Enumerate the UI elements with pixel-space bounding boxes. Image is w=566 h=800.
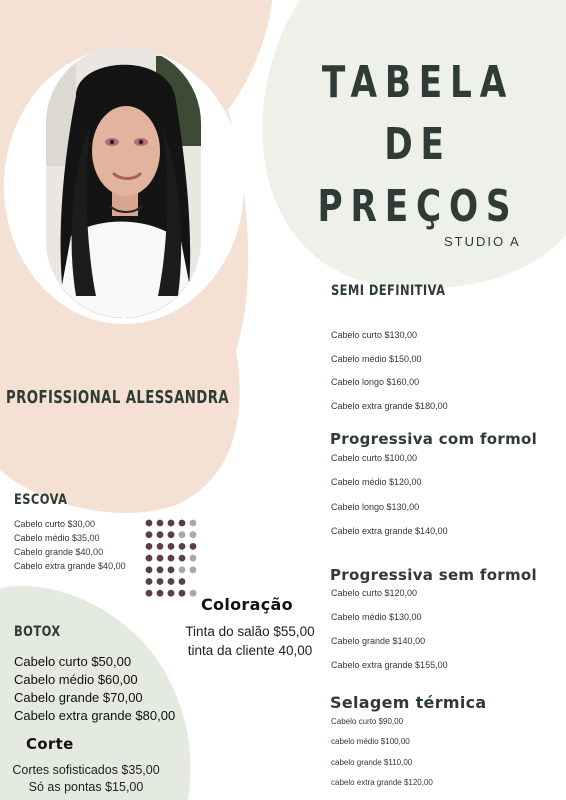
decorative-dot	[190, 590, 197, 597]
title-line-1: TABELA DE	[321, 57, 515, 170]
progressiva-com-formol-item: Cabelo médio $120,00	[331, 477, 422, 487]
coloracao-heading: Coloração	[201, 595, 293, 614]
decorative-dot	[190, 566, 197, 573]
semi-definitiva-item: Cabelo longo $160,00	[331, 377, 420, 387]
progressiva-sem-formol-item: Cabelo médio $130,00	[331, 612, 422, 622]
coloracao-item: Tinta do salão $55,00	[185, 624, 315, 639]
progressiva-sem-formol-item: Cabelo grande $140,00	[331, 636, 426, 646]
progressiva-com-formol-item: Cabelo extra grande $140,00	[331, 526, 448, 536]
decorative-dot	[179, 520, 186, 527]
decorative-dot	[168, 578, 175, 585]
decorative-dot	[146, 566, 153, 573]
decorative-dot	[179, 590, 186, 597]
coloracao-item: tinta da cliente 40,00	[187, 643, 313, 658]
selagem-termica-item: cabelo grande $110,00	[331, 758, 413, 767]
semi-definitiva-heading: SEMI DEFINITIVA	[331, 283, 446, 299]
botox-price-list	[14, 653, 175, 725]
decorative-dot	[190, 555, 197, 562]
botox-item: Cabelo curto $50,00	[14, 654, 132, 669]
decorative-dot	[146, 590, 153, 597]
decorative-dot	[157, 531, 164, 538]
decorative-dot	[157, 555, 164, 562]
title-line-2: PREÇOS	[317, 181, 519, 232]
corte-item: Cortes sofisticados $35,00	[12, 763, 160, 777]
selagem-termica-item: Cabelo curto $90,00	[331, 717, 404, 726]
corte-item: Só as pontas $15,00	[28, 780, 144, 794]
decorative-dot	[179, 566, 186, 573]
escova-item: Cabelo extra grande $40,00	[14, 561, 126, 571]
progressiva-com-formol-heading: Progressiva com formol	[330, 430, 538, 448]
decorative-dot	[146, 578, 153, 585]
decorative-dot	[168, 543, 175, 550]
decorative-dot	[157, 590, 164, 597]
decorative-dot	[179, 555, 186, 562]
progressiva-sem-formol-heading: Progressiva sem formol	[330, 566, 537, 584]
escova-item: Cabelo grande $40,00	[14, 547, 104, 557]
botox-item: Cabelo grande $70,00	[14, 690, 143, 705]
corte-heading: Corte	[26, 735, 74, 753]
coloracao-price-list	[172, 622, 328, 660]
decorative-dot	[179, 531, 186, 538]
decorative-dot	[157, 578, 164, 585]
escova-item: Cabelo médio $35,00	[14, 533, 100, 543]
decorative-dot	[168, 531, 175, 538]
selagem-termica-item: cabelo médio $100,00	[331, 737, 410, 746]
dots-decoration	[145, 519, 205, 603]
semi-definitiva-item: Cabelo extra grande $180,00	[331, 401, 448, 411]
studio-brand: STUDIO A	[444, 234, 521, 249]
decorative-dot	[190, 531, 197, 538]
decorative-dot	[157, 520, 164, 527]
selagem-termica-heading: Selagem térmica	[330, 693, 487, 712]
botox-item: Cabelo médio $60,00	[14, 672, 138, 687]
decorative-dot	[168, 520, 175, 527]
semi-definitiva-item: Cabelo médio $150,00	[331, 354, 422, 364]
botox-item: Cabelo extra grande $80,00	[14, 708, 176, 723]
portrait-illustration	[46, 46, 201, 318]
decorative-dot	[146, 555, 153, 562]
selagem-termica-item: cabelo extra grande $120,00	[331, 778, 433, 787]
decorative-dot	[190, 543, 197, 550]
decorative-dot	[179, 543, 186, 550]
page-title	[303, 52, 534, 238]
escova-item: Cabelo curto $30,00	[14, 519, 96, 529]
decorative-dot	[146, 543, 153, 550]
progressiva-sem-formol-item: Cabelo curto $120,00	[331, 588, 418, 598]
corte-price-list	[0, 762, 172, 796]
decorative-dot	[146, 520, 153, 527]
profile-photo	[46, 46, 201, 318]
decorative-dot	[190, 520, 197, 527]
decorative-dot	[157, 566, 164, 573]
decorative-dot	[168, 555, 175, 562]
decorative-dot	[168, 590, 175, 597]
progressiva-com-formol-item: Cabelo curto $100,00	[331, 453, 418, 463]
decorative-dot	[146, 531, 153, 538]
progressiva-com-formol-item: Cabelo longo $130,00	[331, 502, 420, 512]
professional-name: PROFISSIONAL ALESSANDRA	[6, 387, 230, 408]
decorative-dot	[179, 578, 186, 585]
decorative-dot	[157, 543, 164, 550]
botox-heading: BOTOX	[14, 624, 61, 640]
escova-heading: ESCOVA	[14, 492, 68, 508]
progressiva-sem-formol-item: Cabelo extra grande $155,00	[331, 660, 448, 670]
semi-definitiva-item: Cabelo curto $130,00	[331, 330, 418, 340]
escova-price-list	[14, 517, 126, 573]
decorative-dot	[168, 566, 175, 573]
